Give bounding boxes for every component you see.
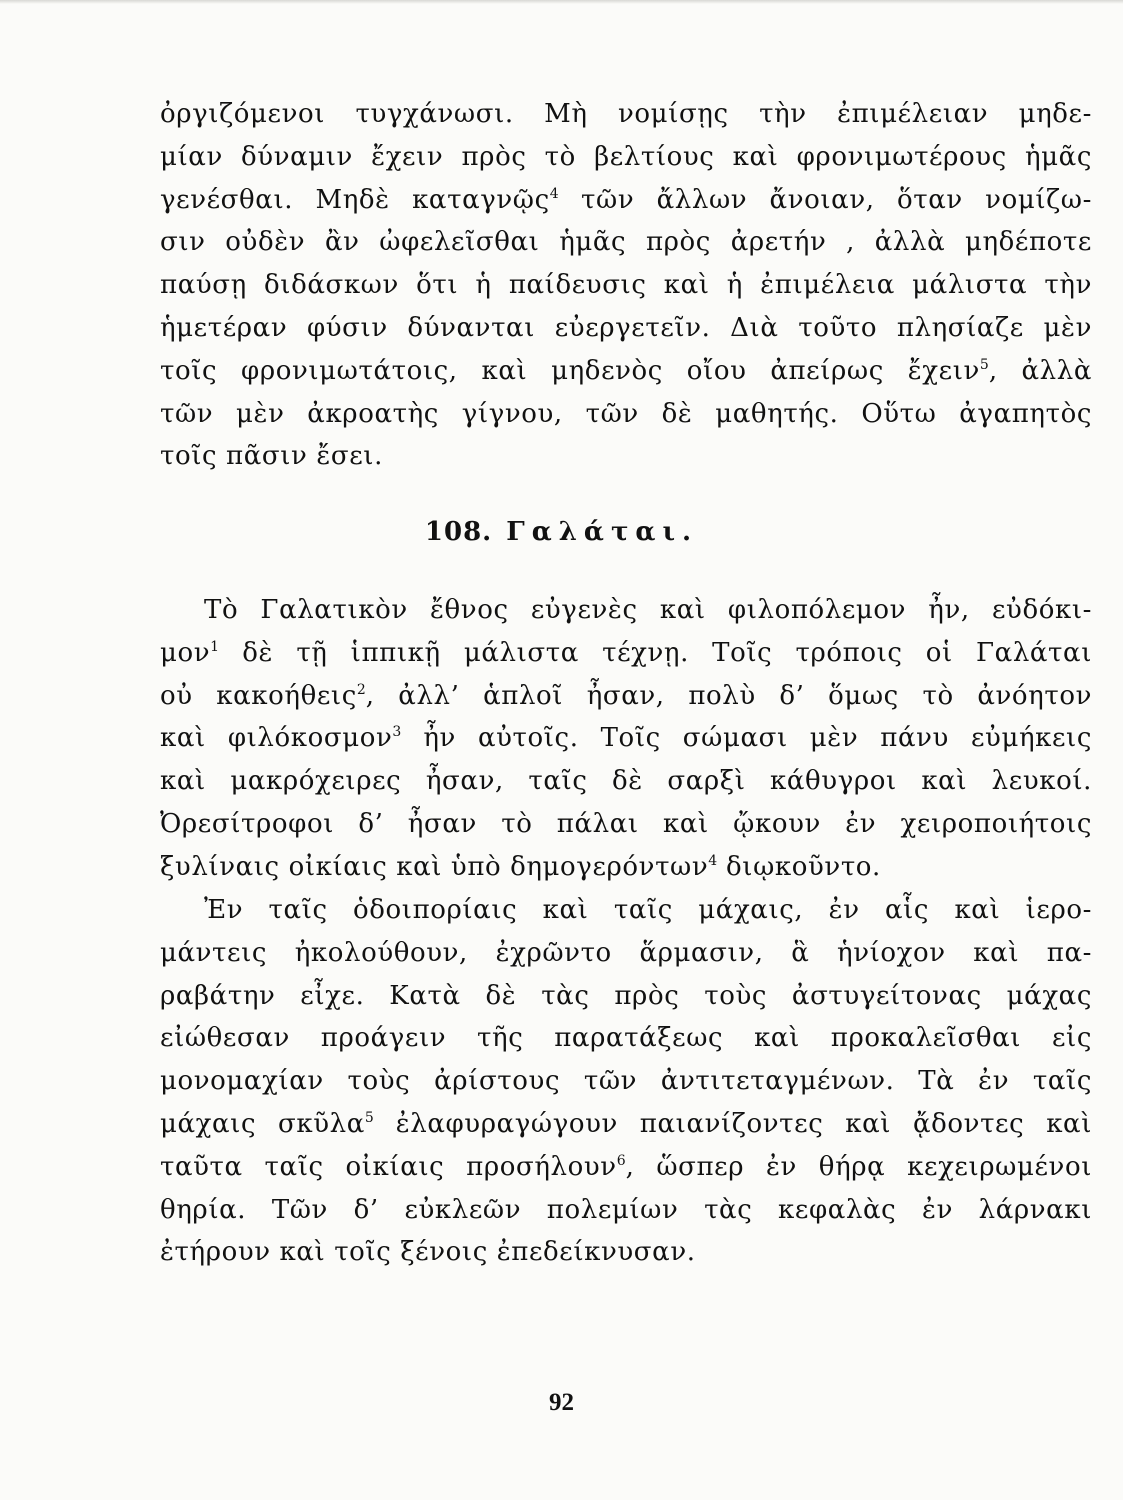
section-number: 108. [424, 517, 493, 547]
text-line: σιν οὐδὲν ἂν ὠφελεῖσθαι ἡμᾶς πρὸς ἀρετήν , ἀλλὰ μηδέποτε [160, 227, 1092, 258]
text-line: τῶν μὲν ἀκροατὴς γίγνου, τῶν δὲ μαθητής. Οὕτω ἀγαπητὸς [160, 398, 1092, 429]
section-title: Γαλάται. [506, 517, 699, 547]
text-line: ξυλίναις οἰκίαις καὶ ὑπὸ δημογερόντων$^4$ διῳκοῦντο. [160, 851, 881, 882]
text-line: Τὸ Γαλατικὸν ἔθνος εὐγενὲς καὶ φιλοπόλεμον ἦν, εὐδόκι- [204, 595, 1092, 625]
paragraph-galatians-1 [160, 589, 1092, 889]
footnote-marker: 6 [616, 1152, 626, 1169]
footnote-marker: 5 [364, 1109, 374, 1126]
paragraph-galatians-2 [160, 889, 1092, 1274]
text-line: θηρία. Τῶν δ’ εὐκλεῶν πολεμίων τὰς κεφαλὰς ἐν λάρνακι [160, 1194, 1092, 1225]
text-line: ταῦτα ταῖς οἰκίαις προσήλουν$^6$, ὥσπερ ἐν θήρᾳ κεχειρωμένοι [160, 1151, 1092, 1182]
footnote-marker: 5 [979, 356, 989, 373]
text-line: τοῖς φρονιμωτάτοις, καὶ μηδενὸς οἴου ἀπείρως ἔχειν$^5$, ἀλλὰ [160, 355, 1092, 386]
text-line: καὶ μακρόχειρες ἦσαν, ταῖς δὲ σαρξὶ κάθυγροι καὶ λευκοί. [160, 766, 1092, 797]
page-number: 92 [549, 1389, 574, 1416]
text-line: ἐτήρουν καὶ τοῖς ξένοις ἐπεδείκνυσαν. [160, 1237, 696, 1268]
footnote-marker: 1 [210, 638, 220, 655]
text-line: ὀργιζόμενοι τυγχάνωσι. Μὴ νομίσῃς τὴν ἐπιμέλειαν μηδε- [160, 99, 1092, 129]
footnote-marker: 4 [708, 852, 718, 869]
text-line: μον$^1$ δὲ τῇ ἱππικῇ μάλιστα τέχνῃ. Τοῖς τρόποις οἱ Γαλάται [160, 637, 1092, 668]
text-line: Ὀρεσίτροφοι δ’ ἦσαν τὸ πάλαι καὶ ᾤκουν ἐν χειροποιήτοις [160, 808, 1092, 839]
text-line: μάχαις σκῦλα$^5$ ἐλαφυραγώγουν παιανίζοντες καὶ ᾄδοντες καὶ [160, 1108, 1092, 1139]
text-line: μονομαχίαν τοὺς ἀρίστους τῶν ἀντιτεταγμένων. Τὰ ἐν ταῖς [160, 1066, 1092, 1097]
footnote-marker: 2 [356, 681, 366, 698]
top-paragraph [160, 93, 1092, 478]
text-line: καὶ φιλόκοσμον$^3$ ἦν αὐτοῖς. Τοῖς σώμασι μὲν πάνυ εὐμήκεις [160, 723, 1092, 754]
text-line: ραβάτην εἶχε. Κατὰ δὲ τὰς πρὸς τοὺς ἀστυγείτονας μάχας [160, 980, 1092, 1011]
text-line: τοῖς πᾶσιν ἔσει. [160, 441, 383, 472]
footnote-marker: 3 [392, 724, 402, 741]
text-line: οὐ κακοήθεις$^2$, ἀλλ’ ἁπλοῖ ἦσαν, πολὺ δ’ ὅμως τὸ ἀνόητον [160, 680, 1092, 711]
section-heading [0, 512, 1123, 552]
text-line: γενέσθαι. Μηδὲ καταγνῷς$^4$ τῶν ἄλλων ἄνοιαν, ὅταν νομίζω- [160, 184, 1092, 215]
text-line: παύσῃ διδάσκων ὅτι ἡ παίδευσις καὶ ἡ ἐπιμέλεια μάλιστα τὴν [160, 270, 1092, 301]
scan-edge-shadow [0, 0, 1123, 4]
text-line: Ἐν ταῖς ὁδοιπορίαις καὶ ταῖς μάχαις, ἐν αἷς καὶ ἱερο- [204, 895, 1092, 925]
text-line: ἡμετέραν φύσιν δύνανται εὐεργετεῖν. Διὰ τοῦτο πλησίαζε μὲν [160, 312, 1092, 343]
text-line: μάντεις ἠκολούθουν, ἐχρῶντο ἅρμασιν, ἃ ἡνίοχον καὶ πα- [160, 937, 1092, 968]
footnote-marker: 4 [549, 185, 559, 202]
text-line: εἰώθεσαν προάγειν τῆς παρατάξεως καὶ προκαλεῖσθαι εἰς [160, 1023, 1092, 1054]
text-line: μίαν δύναμιν ἔχειν πρὸς τὸ βελτίους καὶ φρονιμωτέρους ἡμᾶς [160, 141, 1092, 172]
